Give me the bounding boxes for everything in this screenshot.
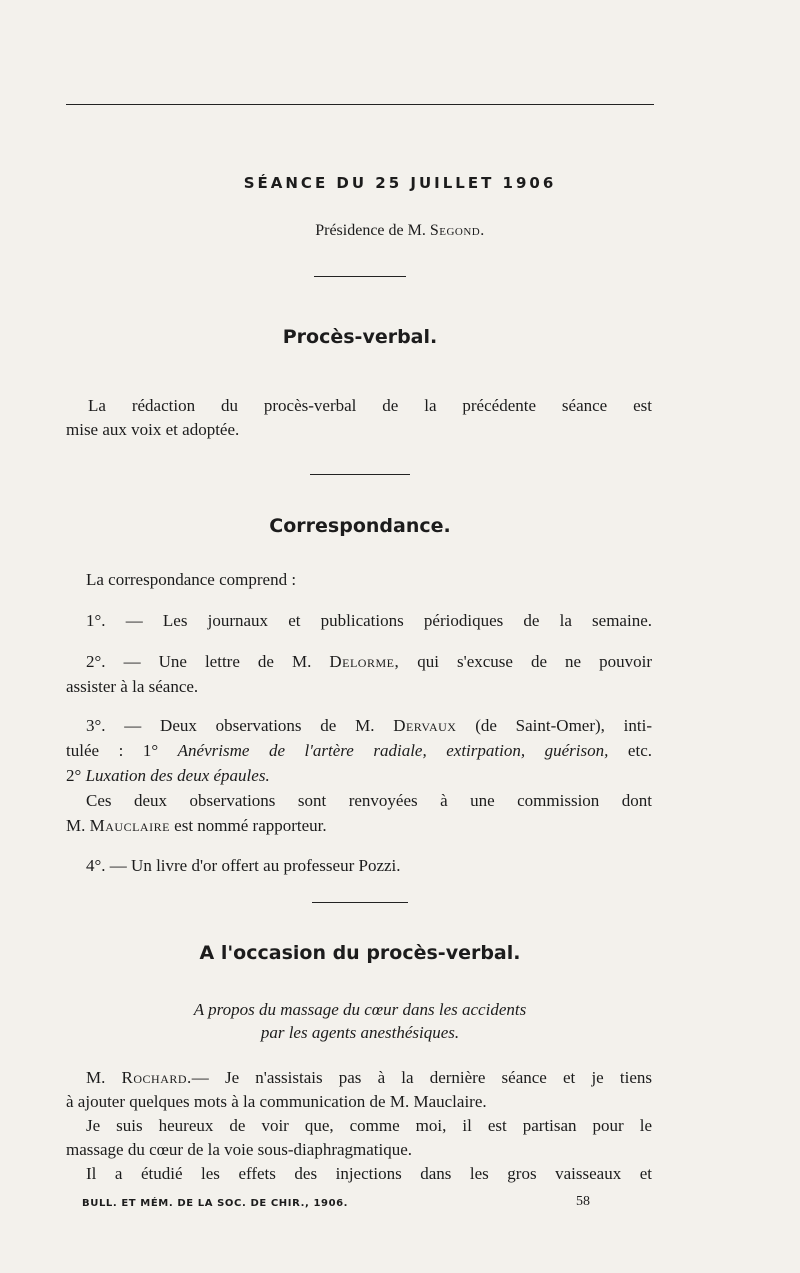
- seance-title: SÉANCE DU 25 JUILLET 1906: [243, 174, 557, 192]
- dervaux-name: Dervaux: [393, 716, 457, 735]
- president-name: Segond.: [429, 222, 485, 239]
- item3-prefix: 3°. — Deux observations de M.: [86, 716, 394, 735]
- occasion-line1-suffix: — Je n'assistais pas à la dernière séance et je tiens: [191, 1068, 652, 1087]
- correspondance-item-4: 4°. — Un livre d'or offert au professeur Pozzi.: [86, 856, 401, 875]
- correspondance-item-1: 1°. — Les journaux et publications périodiques de la semaine.: [86, 611, 652, 630]
- divider-3: [312, 902, 408, 903]
- footer-citation: BULL. ET MÉM. DE LA SOC. DE CHIR., 1906.: [82, 1198, 349, 1209]
- item3-line3-prefix: 2°: [66, 766, 86, 785]
- presidence-prefix: Présidence de M.: [315, 222, 430, 239]
- occasion-line1-prefix: M.: [86, 1068, 122, 1087]
- item3-line5-prefix: M.: [66, 816, 90, 835]
- item3-line2-italic: Anévrisme de l'artère radiale, extirpation, guérison,: [177, 741, 609, 760]
- occasion-line-5: Il a étudié les effets des injections dans les gros vaisseaux et: [86, 1164, 652, 1183]
- occasion-title: A l'occasion du procès-verbal.: [199, 942, 521, 964]
- page-number: 58: [576, 1194, 590, 1209]
- correspondance-item-3-line-2: [66, 739, 652, 763]
- occasion-line-2: à ajouter quelques mots à la communication de M. Mauclaire.: [66, 1092, 487, 1111]
- occasion-line-4: massage du cœur de la voie sous-diaphragmatique.: [66, 1140, 413, 1159]
- occasion-line-1: [86, 1066, 652, 1090]
- occasion-line-3: Je suis heureux de voir que, comme moi, il est partisan pour le: [86, 1116, 652, 1135]
- presidence-line: [0, 222, 800, 240]
- correspondance-item-3-line-5: [66, 814, 327, 838]
- occasion-subtitle-2: par les agents anesthésiques.: [260, 1023, 460, 1042]
- occasion-subtitle-1: A propos du massage du cœur dans les accidents: [193, 1000, 527, 1019]
- correspondance-item-3: [86, 714, 652, 738]
- mauclaire-name: Mauclaire: [89, 816, 170, 835]
- item3-suffix: (de Saint-Omer), inti-: [456, 716, 652, 735]
- proces-verbal-line-1: La rédaction du procès-verbal de la précédente séance est: [88, 396, 652, 415]
- item3-line3-italic: Luxation des deux épaules.: [85, 766, 270, 785]
- item3-line5-suffix: est nommé rapporteur.: [169, 816, 327, 835]
- top-rule: [66, 104, 654, 105]
- correspondance-item-2-line-2: assister à la séance.: [66, 677, 199, 696]
- correspondance-item-3-line-4: Ces deux observations sont renvoyées à une commission dont: [86, 791, 652, 810]
- correspondance-item-3-line-3: [66, 764, 270, 788]
- item3-line2-suffix: etc.: [608, 741, 652, 760]
- divider-2: [310, 474, 410, 475]
- delorme-name: Delorme,: [329, 652, 400, 671]
- correspondance-item-2: [86, 650, 652, 674]
- divider-1: [314, 276, 406, 277]
- proces-verbal-title: Procès-verbal.: [282, 326, 438, 348]
- proces-verbal-line-2: mise aux voix et adoptée.: [66, 420, 240, 439]
- rochard-name: Rochard.: [121, 1068, 192, 1087]
- correspondance-intro: La correspondance comprend :: [86, 570, 297, 589]
- item3-line2-prefix: tulée : 1°: [66, 741, 178, 760]
- item2-suffix: qui s'excuse de ne pouvoir: [399, 652, 652, 671]
- correspondance-title: Correspondance.: [269, 515, 451, 537]
- item2-prefix: 2°. — Une lettre de M.: [86, 652, 330, 671]
